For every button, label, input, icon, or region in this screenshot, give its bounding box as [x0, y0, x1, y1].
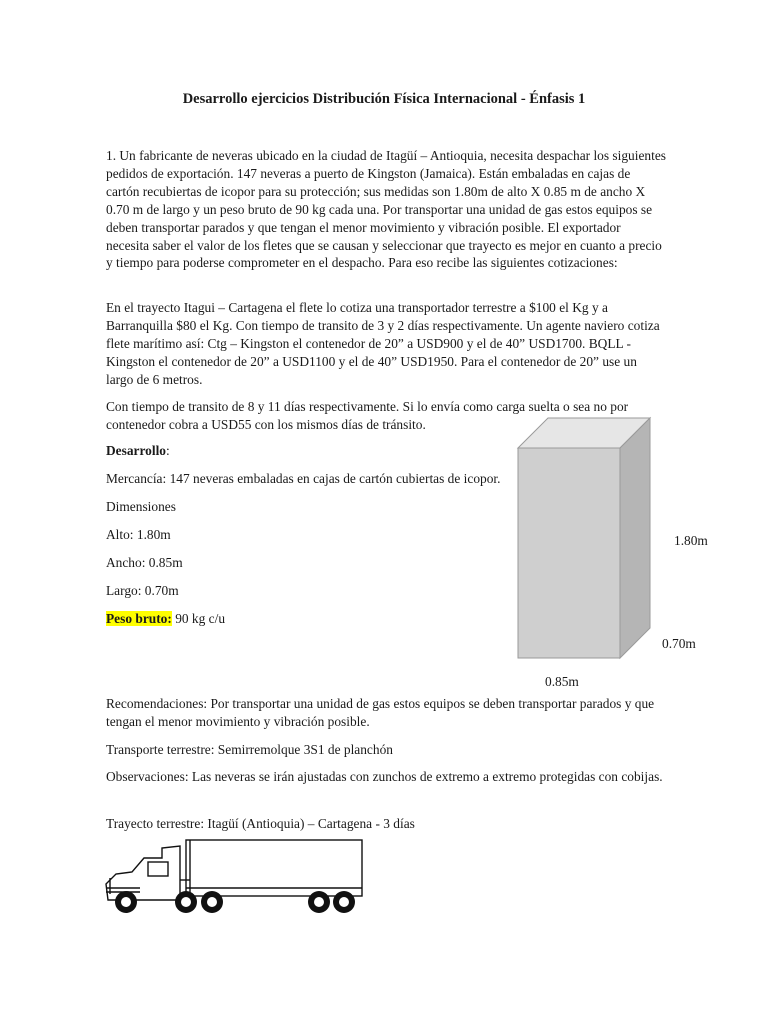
box-depth-label: 0.70m	[662, 636, 696, 651]
dimensiones-heading: Dimensiones	[106, 499, 176, 514]
box-side-face	[620, 418, 650, 658]
box-front-face	[518, 448, 620, 658]
ancho-line: Ancho: 0.85m	[106, 555, 183, 570]
box-width-label: 0.85m	[545, 674, 579, 689]
desarrollo-heading-colon: :	[166, 443, 170, 458]
fridge-box-illustration	[510, 410, 660, 660]
peso-bruto-value: 90 kg c/u	[171, 611, 226, 626]
peso-bruto-label: Peso bruto:	[106, 611, 172, 626]
document-title: Desarrollo ejercicios Distribución Física Internacional - Énfasis 1	[182, 91, 586, 107]
alto-line: Alto: 1.80m	[106, 527, 171, 542]
box-height-label: 1.80m	[674, 533, 708, 548]
desarrollo-heading	[106, 442, 170, 460]
peso-bruto-line	[106, 610, 225, 628]
exercise-statement: 1. Un fabricante de neveras ubicado en la ciudad de Itagüí – Antioquia, necesita despachar los siguientes pedidos de exportación. 147 neveras a puerto de Kingston (Jamaica). Están embaladas en cajas de cartón recubiertas de icopor para su protección; sus medidas son 1.80m de alto X 0.85 m de ancho X 0.70 m de largo y un peso bruto de 90 kg cada una. Por transportar una unidad de gas estos equipos se deben transportar parados y que tengan el menor movimiento y vibración posible. El exportador necesita saber el valor de los fletes que se causan y seleccionar que trayecto es mejor en cuanto a precio y tiempo para poderse comprometer en el despacho. Para eso recibe las siguientes cotizaciones:	[106, 148, 666, 271]
trayecto-line: Trayecto terrestre: Itagüí (Antioquia) – Cartagena - 3 días	[106, 816, 415, 831]
truck-illustration	[100, 836, 365, 916]
desarrollo-heading-label: Desarrollo	[106, 443, 166, 458]
transit-paragraph: Con tiempo de transito de 8 y 11 días respectivamente. Si lo envía como carga suelta o sea no por contenedor cobra a USD55 con los mismos días de tránsito.	[106, 399, 629, 432]
quotations-paragraph: En el trayecto Itagui – Cartagena el flete lo cotiza una transportador terrestre a $100 el Kg y a Barranquilla $80 el Kg. Con tiempo de transito de 3 y 2 días respectivamente. Un agente naviero cotiza flete marítimo así: Ctg – Kingston el contenedor de 20” a USD900 y el de 40” USD1700. BQLL - Kingston el contenedor de 20” a USD1100 y el de 40” USD1950. Para el contenedor de 20” use un largo de 6 metros.	[106, 300, 660, 387]
largo-line: Largo: 0.70m	[106, 583, 179, 598]
observaciones-paragraph: Observaciones: Las neveras se irán ajustadas con zunchos de extremo a extremo protegidas con cobijas.	[106, 769, 663, 784]
transporte-line: Transporte terrestre: Semirremolque 3S1 de planchón	[106, 742, 393, 757]
mercancia-line: Mercancía: 147 neveras embaladas en cajas de cartón cubiertas de icopor.	[106, 471, 501, 486]
recomendaciones-paragraph: Recomendaciones: Por transportar una unidad de gas estos equipos se deben transportar parados y que tengan el menor movimiento y vibración posible.	[106, 696, 655, 729]
